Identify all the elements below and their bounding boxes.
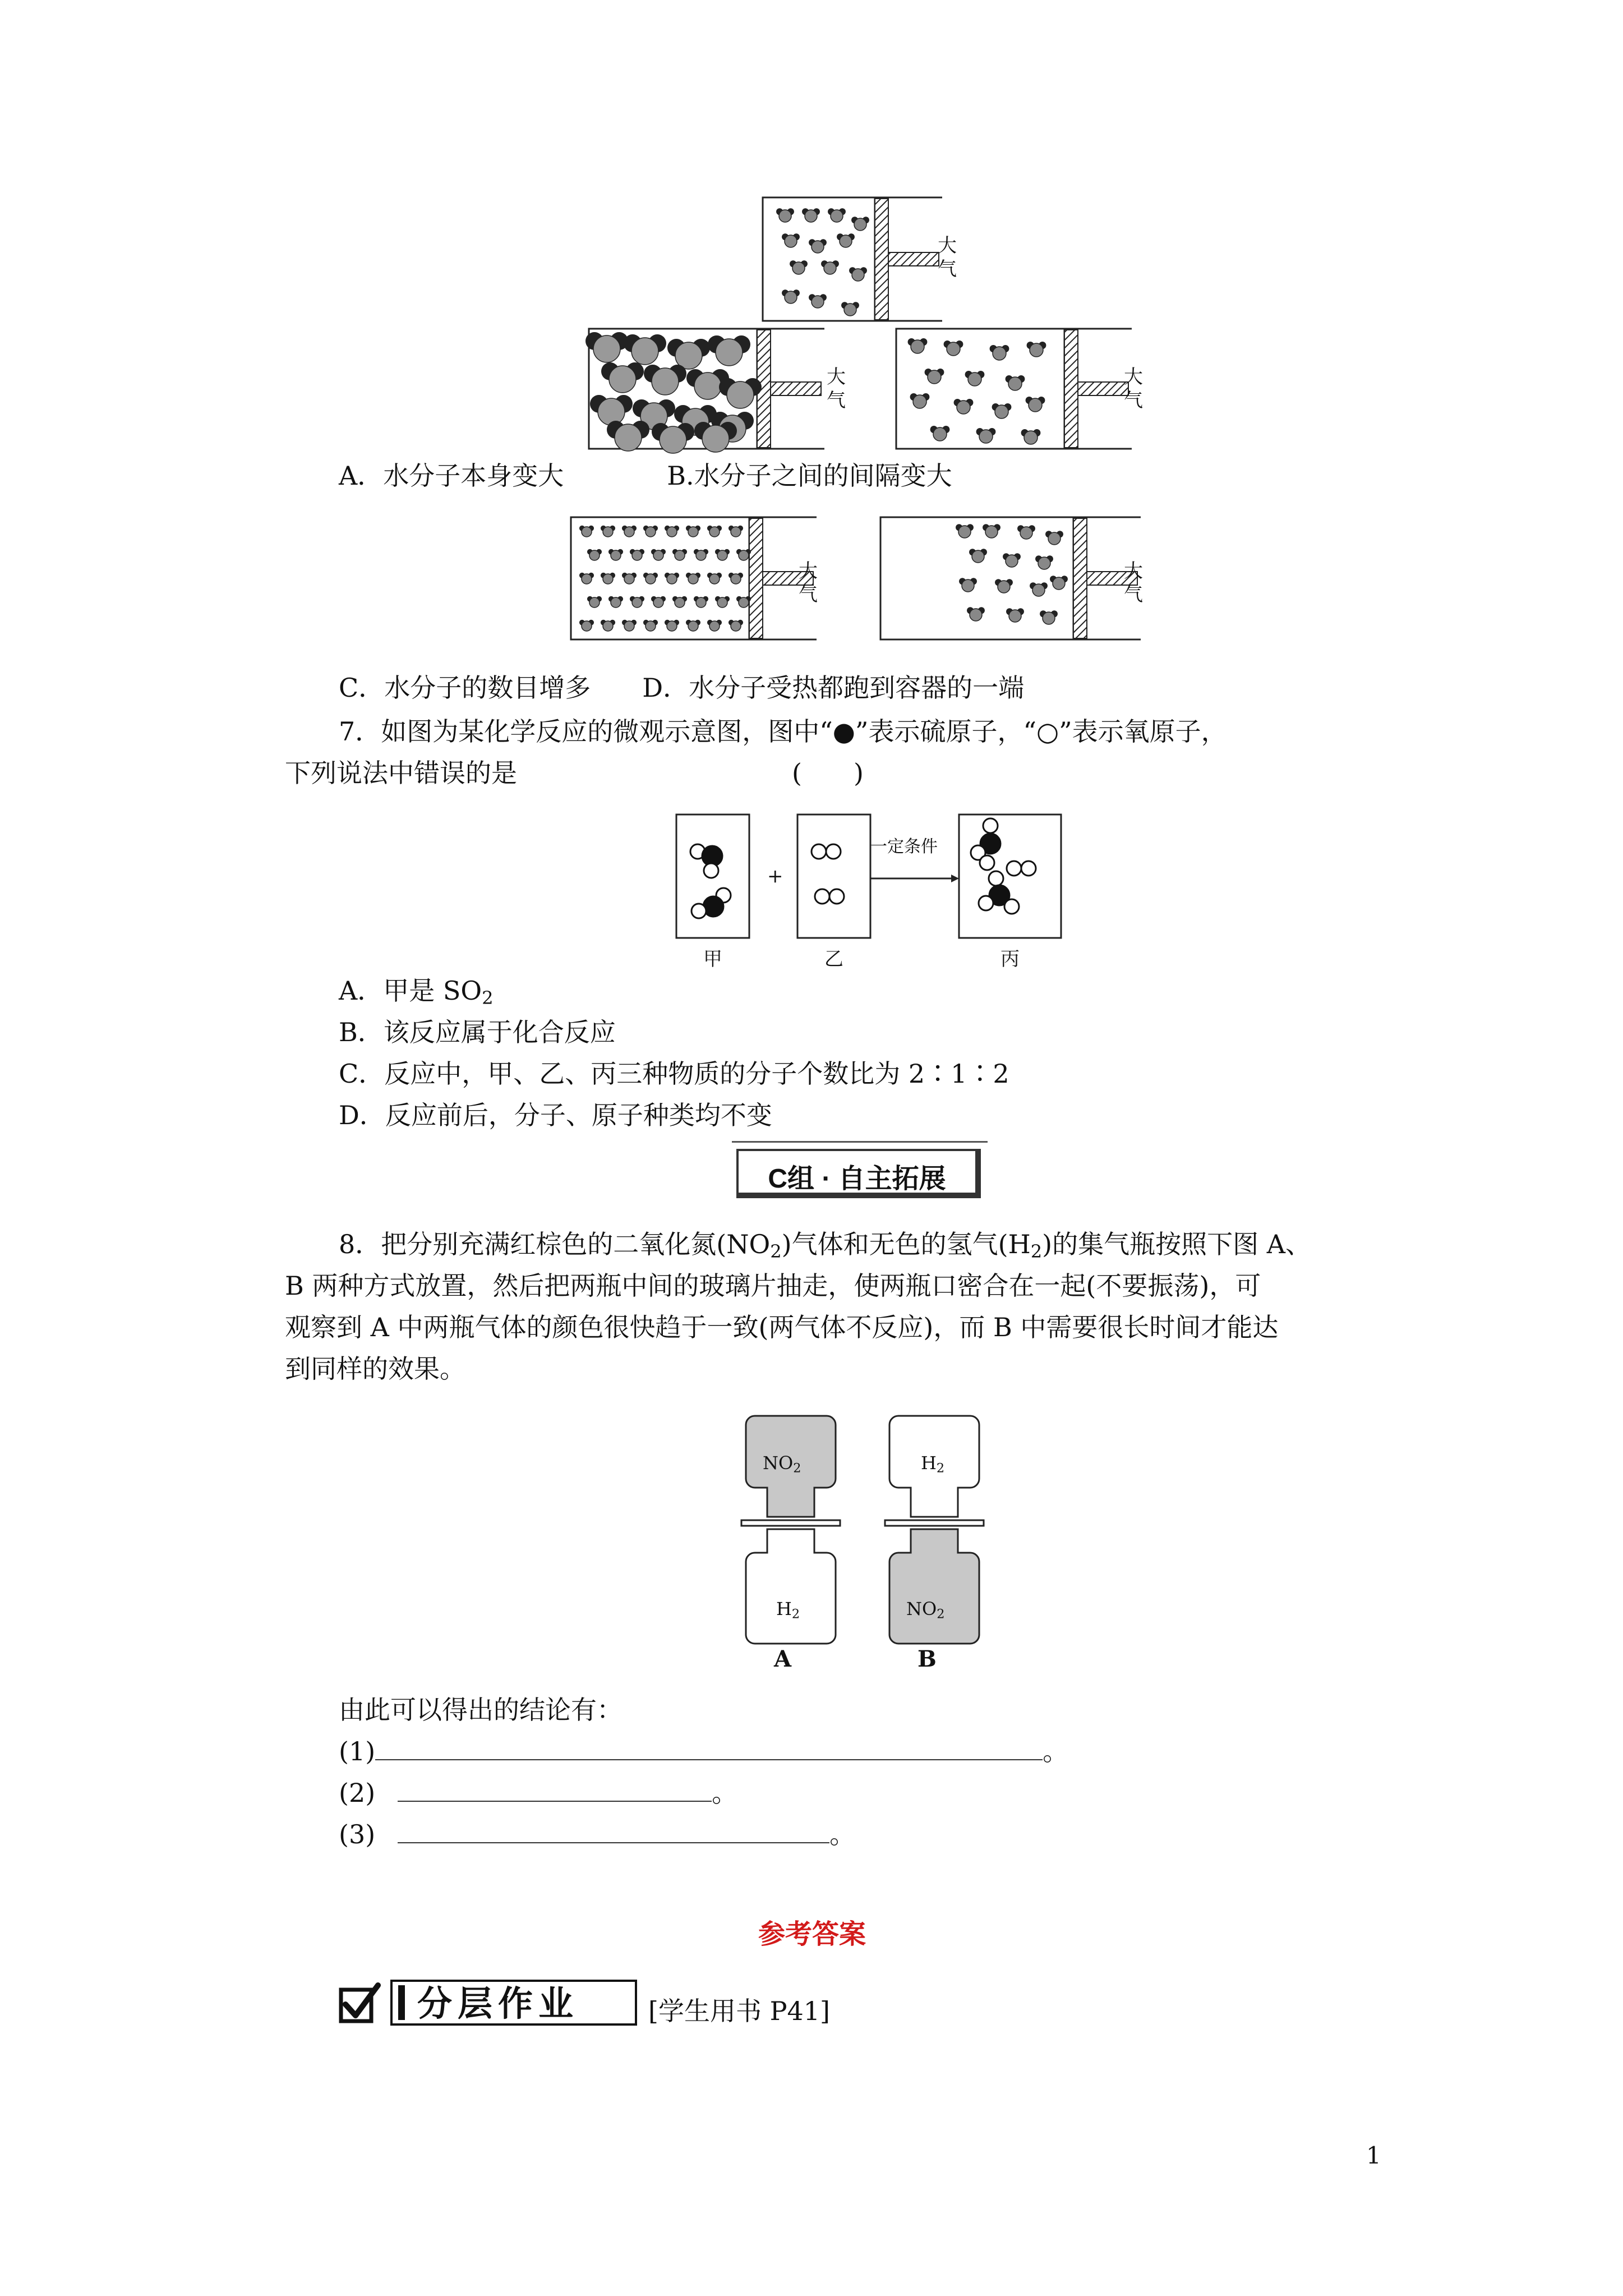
atm-d-1: 大 <box>1124 560 1143 582</box>
q7-label-bing: 丙 <box>1000 948 1020 970</box>
bottle-a-bottom-label: $H_2$ <box>776 1598 800 1622</box>
q6-options-cd: C．水分子的数目增多 D．水分子受热都跑到容器的一端 <box>339 673 1025 703</box>
q8-line3: 观察到 A 中两瓶气体的颜色很快趋于一致(两气体不反应)，而 B 中需要很长时间才能达 <box>285 1312 1279 1342</box>
q7-label-yi: 乙 <box>824 948 843 970</box>
q7-stem-line1: 7．如图为某化学反应的微观示意图，图中“●”表示硫原子，“○”表示氧原子， <box>339 716 1227 747</box>
checkbox-icon <box>339 1982 384 2027</box>
section-c-title: C组 · 自主拓展 <box>768 1164 946 1194</box>
q7-option-d: D．反应前后，分子、原子种类均不变 <box>339 1100 772 1130</box>
container-c <box>571 517 749 639</box>
homework-ref: [学生用书 P41] <box>648 1996 830 2026</box>
q7-option-a: A．甲是 $SO_2$ <box>339 976 494 1009</box>
q6-options-ab: A．水分子本身变大 B.水分子之间的间隔变大 <box>339 461 952 491</box>
atm-top-1: 大 <box>938 234 957 257</box>
blank-3[interactable] <box>398 1820 829 1843</box>
q7-label-jia: 甲 <box>703 948 722 970</box>
q8-conclusion-1[interactable]: (1) 。 <box>339 1736 1069 1766</box>
q8-conclusion-intro: 由此可以得出的结论有： <box>339 1695 623 1725</box>
bottle-b-bottom-label: $NO_2$ <box>906 1598 945 1622</box>
blank-2[interactable] <box>398 1778 712 1802</box>
atm-a-2: 气 <box>827 389 846 412</box>
bottle-set-b-label: B <box>917 1646 937 1672</box>
q7-answer-bracket: ( ) <box>792 758 864 788</box>
q8-bottles-diagram <box>0 1402 1623 1694</box>
q7-stem-line2: 下列说法中错误的是 <box>285 758 517 788</box>
atm-b-1: 大 <box>1124 366 1143 388</box>
page-number: 1 <box>1366 2142 1381 2169</box>
q7-option-c: C．反应中，甲、乙、丙三种物质的分子个数比为 2∶1∶2 <box>339 1059 1009 1089</box>
q8-conclusion-3[interactable]: (3) 。 <box>339 1819 856 1849</box>
q7-condition: 一定条件 <box>870 837 938 857</box>
section-c-header <box>736 1149 981 1200</box>
blank-1[interactable] <box>375 1737 1043 1760</box>
atm-a-1: 大 <box>827 366 846 388</box>
q7-reaction-diagram <box>0 797 1623 1021</box>
homework-title-box <box>390 1980 637 2026</box>
q8-conclusion-2[interactable]: (2) 。 <box>339 1778 738 1808</box>
q7-option-b: B．该反应属于化合反应 <box>339 1017 616 1047</box>
q8-line2: B 两种方式放置，然后把两瓶中间的玻璃片抽走，使两瓶口密合在一起(不要振荡)，可 <box>285 1271 1261 1301</box>
atm-c-1: 大 <box>799 560 818 582</box>
atm-b-2: 气 <box>1124 389 1143 412</box>
atm-c-2: 气 <box>799 583 818 606</box>
bottle-a-top-label: $NO_2$ <box>763 1452 801 1476</box>
q8-line4: 到同样的效果。 <box>285 1354 465 1384</box>
homework-title: 分层作业 <box>417 1983 579 2024</box>
bottle-set-a-label: A <box>774 1646 792 1672</box>
answers-heading: 参考答案 <box>758 1918 866 1950</box>
q7-plus: + <box>767 865 783 887</box>
atm-d-2: 气 <box>1124 583 1143 606</box>
q8-line1: 8．把分别充满红棕色的二氧化氮$(NO_2)$气体和无色的氢气$(H_2)$的集气瓶按照下图 A、 <box>339 1229 1311 1263</box>
atm-top-2: 气 <box>938 258 957 280</box>
bottle-b-top-label: $H_2$ <box>921 1452 945 1476</box>
